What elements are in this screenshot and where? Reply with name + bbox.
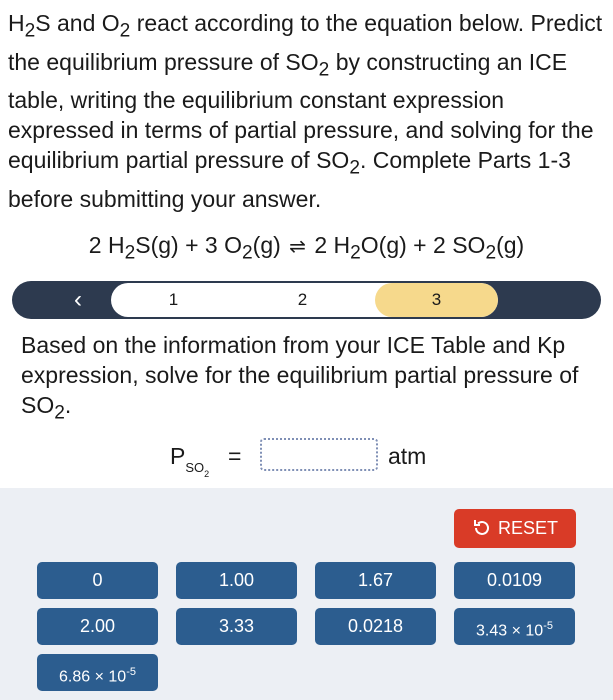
eq-coef-4: 2 bbox=[433, 232, 453, 258]
eq-coef-1: 2 bbox=[88, 232, 108, 258]
eq-state-2: (g) bbox=[252, 232, 281, 258]
eq-h2o-tail: O(g) bbox=[360, 232, 407, 258]
part-text-a: Based on the information from your ICE Table and Kp expression, solve for the equilibrium partial pressure of bbox=[21, 332, 579, 388]
h2s-sub: 2 bbox=[24, 20, 36, 42]
tile-0[interactable]: 0 bbox=[37, 562, 158, 599]
eq-state-1: (g) bbox=[150, 232, 179, 258]
tab-part-3[interactable]: 3 bbox=[375, 283, 498, 317]
question-tail: react according to the equation below. Predict the equilibrium pressure of bbox=[8, 10, 603, 75]
eq-coef-2: 3 bbox=[204, 232, 225, 258]
so2-sub-2: 2 bbox=[349, 157, 360, 179]
eq-coef-3: 2 bbox=[314, 232, 334, 258]
o2-base: O bbox=[101, 10, 120, 36]
answer-drop-zone[interactable] bbox=[260, 438, 378, 471]
reset-label: RESET bbox=[497, 518, 558, 538]
eq-h2s: $H_2S$ bbox=[107, 232, 151, 264]
part-text-b: . bbox=[64, 392, 72, 418]
h2s-base: H bbox=[8, 10, 25, 36]
eq-h2o-base: H bbox=[333, 232, 351, 258]
eq-h2o-sub: 2 bbox=[350, 242, 361, 264]
question-tail-2: by constructing an ICE table, writing the equilibrium constant expression expressed in terms of partial pressure, and solving for the equilibrium partial pressure of bbox=[8, 48, 594, 174]
tile-exponent: -5 bbox=[543, 620, 553, 632]
o2-sub: 2 bbox=[119, 20, 131, 42]
tile-6-86e-5[interactable] bbox=[37, 654, 158, 691]
pressure-symbol: P bbox=[170, 443, 186, 469]
part-instructions bbox=[21, 330, 601, 429]
so2-base: SO bbox=[285, 48, 319, 75]
tile-mantissa: 6.86 × 10 bbox=[59, 668, 127, 686]
back-chevron-icon[interactable]: ‹ bbox=[74, 286, 82, 313]
reaction-equation bbox=[0, 230, 613, 269]
tile-2-00[interactable]: 2.00 bbox=[37, 608, 158, 645]
eq-plus-2: + bbox=[406, 232, 434, 258]
part-so2: $SO_2$ bbox=[21, 392, 65, 424]
pressure-subsub: 2 bbox=[204, 469, 210, 480]
tile-3-33[interactable]: 3.33 bbox=[176, 608, 297, 645]
question-end: . Complete Parts 1-3 before submitting your answer. bbox=[8, 147, 571, 212]
question-paragraph bbox=[8, 8, 604, 214]
reset-button[interactable] bbox=[454, 509, 576, 548]
tile-1-00[interactable]: 1.00 bbox=[176, 562, 297, 599]
tile-3-43e-5[interactable] bbox=[454, 608, 575, 645]
question-text bbox=[8, 8, 604, 214]
part-stepper bbox=[12, 281, 601, 319]
eq-so2: $SO_2$ bbox=[452, 232, 497, 264]
tile-exponent: -5 bbox=[126, 666, 136, 678]
eq-state-4: (g) bbox=[496, 232, 525, 258]
eq-plus-1: + bbox=[178, 232, 205, 258]
tile-mantissa: 3.43 × 10 bbox=[476, 622, 544, 640]
pressure-label bbox=[170, 436, 209, 490]
tile-0-0109[interactable]: 0.0109 bbox=[454, 562, 575, 599]
reset-icon bbox=[472, 518, 492, 538]
equilibrium-arrow-icon: ⇌ bbox=[289, 236, 306, 258]
so2-sub: 2 bbox=[318, 59, 330, 81]
tile-1-67[interactable]: 1.67 bbox=[315, 562, 436, 599]
tile-0-0218[interactable]: 0.0218 bbox=[315, 608, 436, 645]
pressure-sub: SO bbox=[185, 459, 205, 475]
eq-o2: $O_2$ bbox=[224, 232, 253, 264]
h2s-tail: S bbox=[35, 10, 51, 36]
equals-sign: = bbox=[228, 443, 242, 469]
tab-part-1[interactable]: 1 bbox=[168, 290, 179, 309]
unit-label: atm bbox=[388, 443, 427, 469]
step-track bbox=[111, 283, 498, 317]
so2-base-2: SO bbox=[316, 147, 350, 174]
question-and: and bbox=[50, 10, 102, 36]
tab-part-2[interactable]: 2 bbox=[297, 290, 308, 309]
